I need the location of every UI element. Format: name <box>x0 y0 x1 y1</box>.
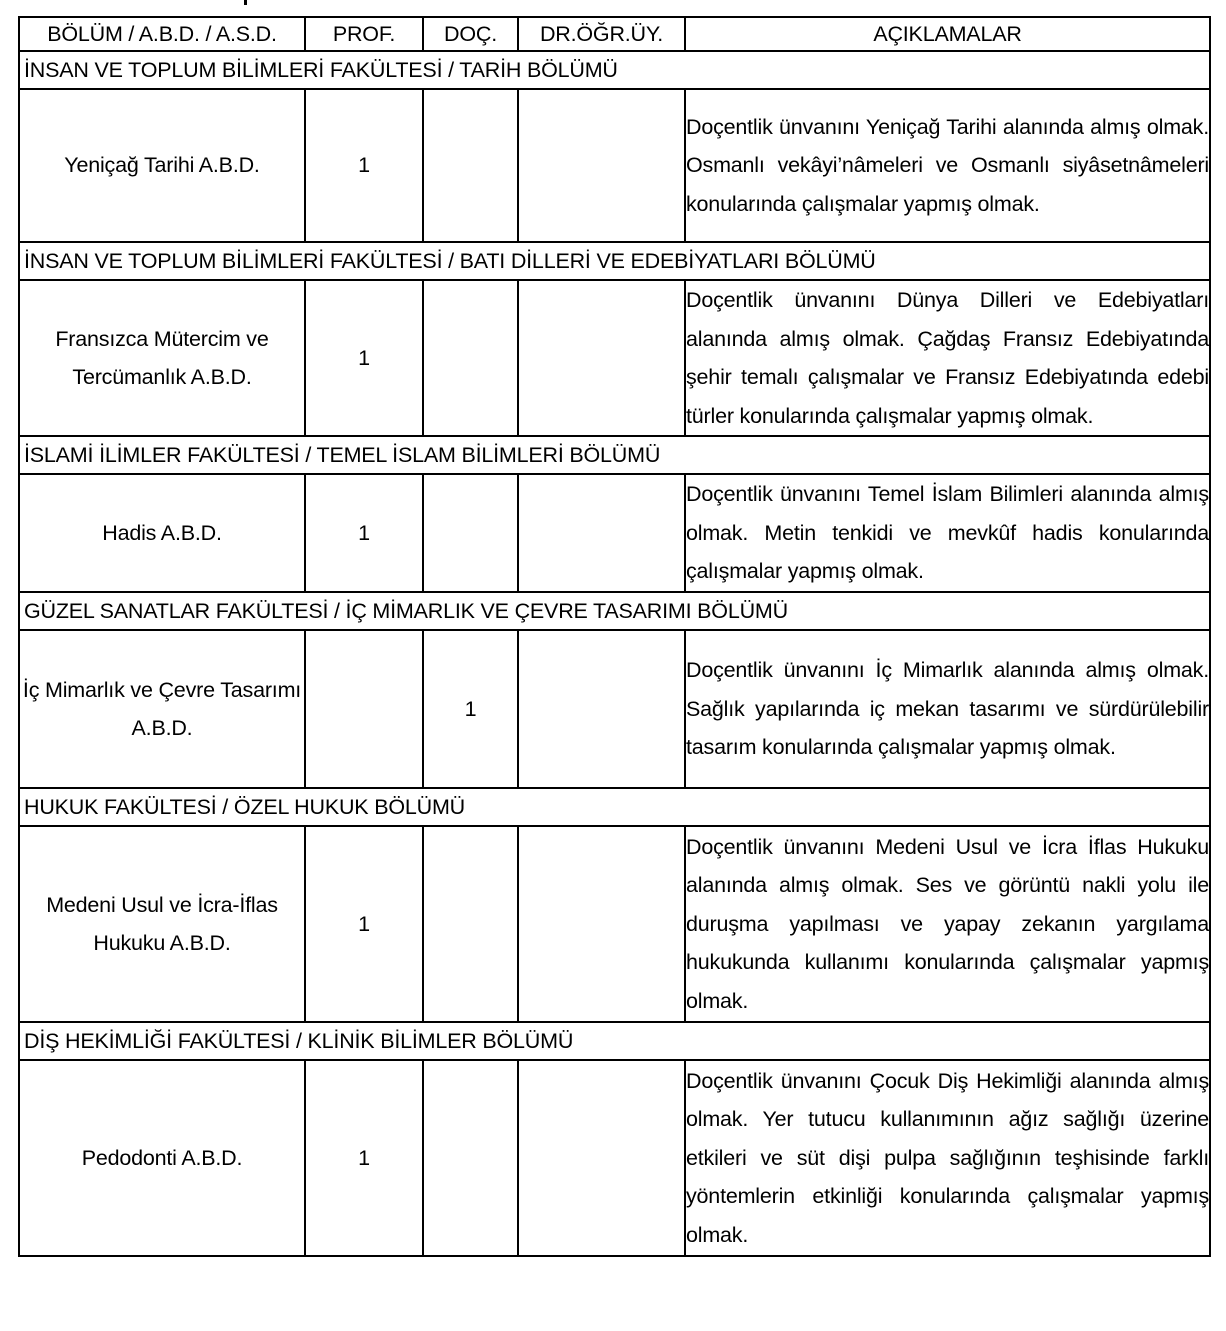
dr-count <box>518 630 685 788</box>
department-name: İç Mimarlık ve Çevre Tasarımı A.B.D. <box>19 630 305 788</box>
faculty-section-title: İNSAN VE TOPLUM BİLİMLERİ FAKÜLTESİ / TARİH BÖLÜMÜ <box>19 51 1210 89</box>
position-description <box>685 1060 1210 1256</box>
dr-count <box>518 826 685 1022</box>
faculty-section-title: HUKUK FAKÜLTESİ / ÖZEL HUKUK BÖLÜMÜ <box>19 788 1210 826</box>
header-description: AÇIKLAMALAR <box>685 17 1210 51</box>
faculty-section-title: İSLAMİ İLİMLER FAKÜLTESİ / TEMEL İSLAM BİLİMLERİ BÖLÜMÜ <box>19 436 1210 474</box>
header-prof: PROF. <box>305 17 423 51</box>
department-name: Medeni Usul ve İcra-İflas Hukuku A.B.D. <box>19 826 305 1022</box>
table-row <box>19 89 1210 242</box>
header-unit: BÖLÜM / A.B.D. / A.S.D. <box>19 17 305 51</box>
faculty-section-row <box>19 51 1210 89</box>
position-description-text: Doçentlik ünvanını Çocuk Diş Hekimliği alanında almış olmak. Yer tutucu kullanımının ağız sağlığı üzerine etkileri ve süt dişi pulpa sağlığının teşhisinde farklı yöntemlerin etkinliği konularında çalışmalar yapmış olmak. <box>686 1068 1209 1247</box>
table-row <box>19 280 1210 436</box>
header-doc: DOÇ. <box>423 17 518 51</box>
doc-count <box>423 826 518 1022</box>
department-name: Hadis A.B.D. <box>19 474 305 592</box>
dr-count <box>518 280 685 436</box>
position-description <box>685 474 1210 592</box>
position-description-text: Doçentlik ünvanını Temel İslam Bilimleri alanında almış olmak. Metin tenkidi ve mevkûf hadis konularında çalışmalar yapmış olmak. <box>686 482 1209 584</box>
department-name: Yeniçağ Tarihi A.B.D. <box>19 89 305 242</box>
prof-count: 1 <box>305 89 423 242</box>
prof-count <box>305 630 423 788</box>
doc-count: 1 <box>423 630 518 788</box>
position-description-text: Doçentlik ünvanını Yeniçağ Tarihi alanında almış olmak. Osmanlı vekâyi’nâmeleri ve Osmanlı siyâsetnâmeleri konularında çalışmalar yapmış olmak. <box>686 114 1209 216</box>
position-description-text: Doçentlik ünvanını Dünya Dilleri ve Edebiyatları alanında almış olmak. Çağdaş Fransız Edebiyatında şehir temalı çalışmalar ve Fransız Edebiyatında edebi türler konularında çalışmalar yapmış olmak. <box>686 288 1209 428</box>
positions-document <box>18 16 1209 1257</box>
department-name: Pedodonti A.B.D. <box>19 1060 305 1256</box>
faculty-section-title: DİŞ HEKİMLİĞİ FAKÜLTESİ / KLİNİK BİLİMLER BÖLÜMÜ <box>19 1022 1210 1060</box>
faculty-section-row <box>19 592 1210 630</box>
dr-count <box>518 89 685 242</box>
dr-count <box>518 1060 685 1256</box>
position-description-text: Doçentlik ünvanını İç Mimarlık alanında almış olmak. Sağlık yapılarında iç mekan tasarımı ve sürdürülebilir tasarım konularında çalışmalar yapmış olmak. <box>686 658 1209 760</box>
table-row <box>19 1060 1210 1256</box>
table-row <box>19 826 1210 1022</box>
faculty-section-title: İNSAN VE TOPLUM BİLİMLERİ FAKÜLTESİ / BATI DİLLERİ VE EDEBİYATLARI BÖLÜMÜ <box>19 242 1210 280</box>
prof-count: 1 <box>305 280 423 436</box>
table-row <box>19 474 1210 592</box>
doc-count <box>423 89 518 242</box>
table-row <box>19 630 1210 788</box>
prof-count: 1 <box>305 474 423 592</box>
page-edge-mark <box>244 0 247 5</box>
department-name: Fransızca Mütercim ve Tercümanlık A.B.D. <box>19 280 305 436</box>
faculty-section-row <box>19 436 1210 474</box>
header-dr: DR.ÖĞR.ÜY. <box>518 17 685 51</box>
faculty-section-row <box>19 242 1210 280</box>
faculty-section-row <box>19 1022 1210 1060</box>
faculty-section-row <box>19 788 1210 826</box>
faculty-section-title: GÜZEL SANATLAR FAKÜLTESİ / İÇ MİMARLIK VE ÇEVRE TASARIMI BÖLÜMÜ <box>19 592 1210 630</box>
doc-count <box>423 1060 518 1256</box>
position-description <box>685 826 1210 1022</box>
position-description <box>685 89 1210 242</box>
doc-count <box>423 474 518 592</box>
doc-count <box>423 280 518 436</box>
position-description <box>685 630 1210 788</box>
prof-count: 1 <box>305 826 423 1022</box>
position-description-text: Doçentlik ünvanını Medeni Usul ve İcra İflas Hukuku alanında almış olmak. Ses ve görüntü nakli yolu ile duruşma yapılması ve yapay zekanın yargılama hukukunda kullanımı konularında çalışmalar yapmış olmak. <box>686 834 1209 1013</box>
prof-count: 1 <box>305 1060 423 1256</box>
position-description <box>685 280 1210 436</box>
positions-table <box>18 16 1211 1257</box>
dr-count <box>518 474 685 592</box>
table-header-row <box>19 17 1210 51</box>
